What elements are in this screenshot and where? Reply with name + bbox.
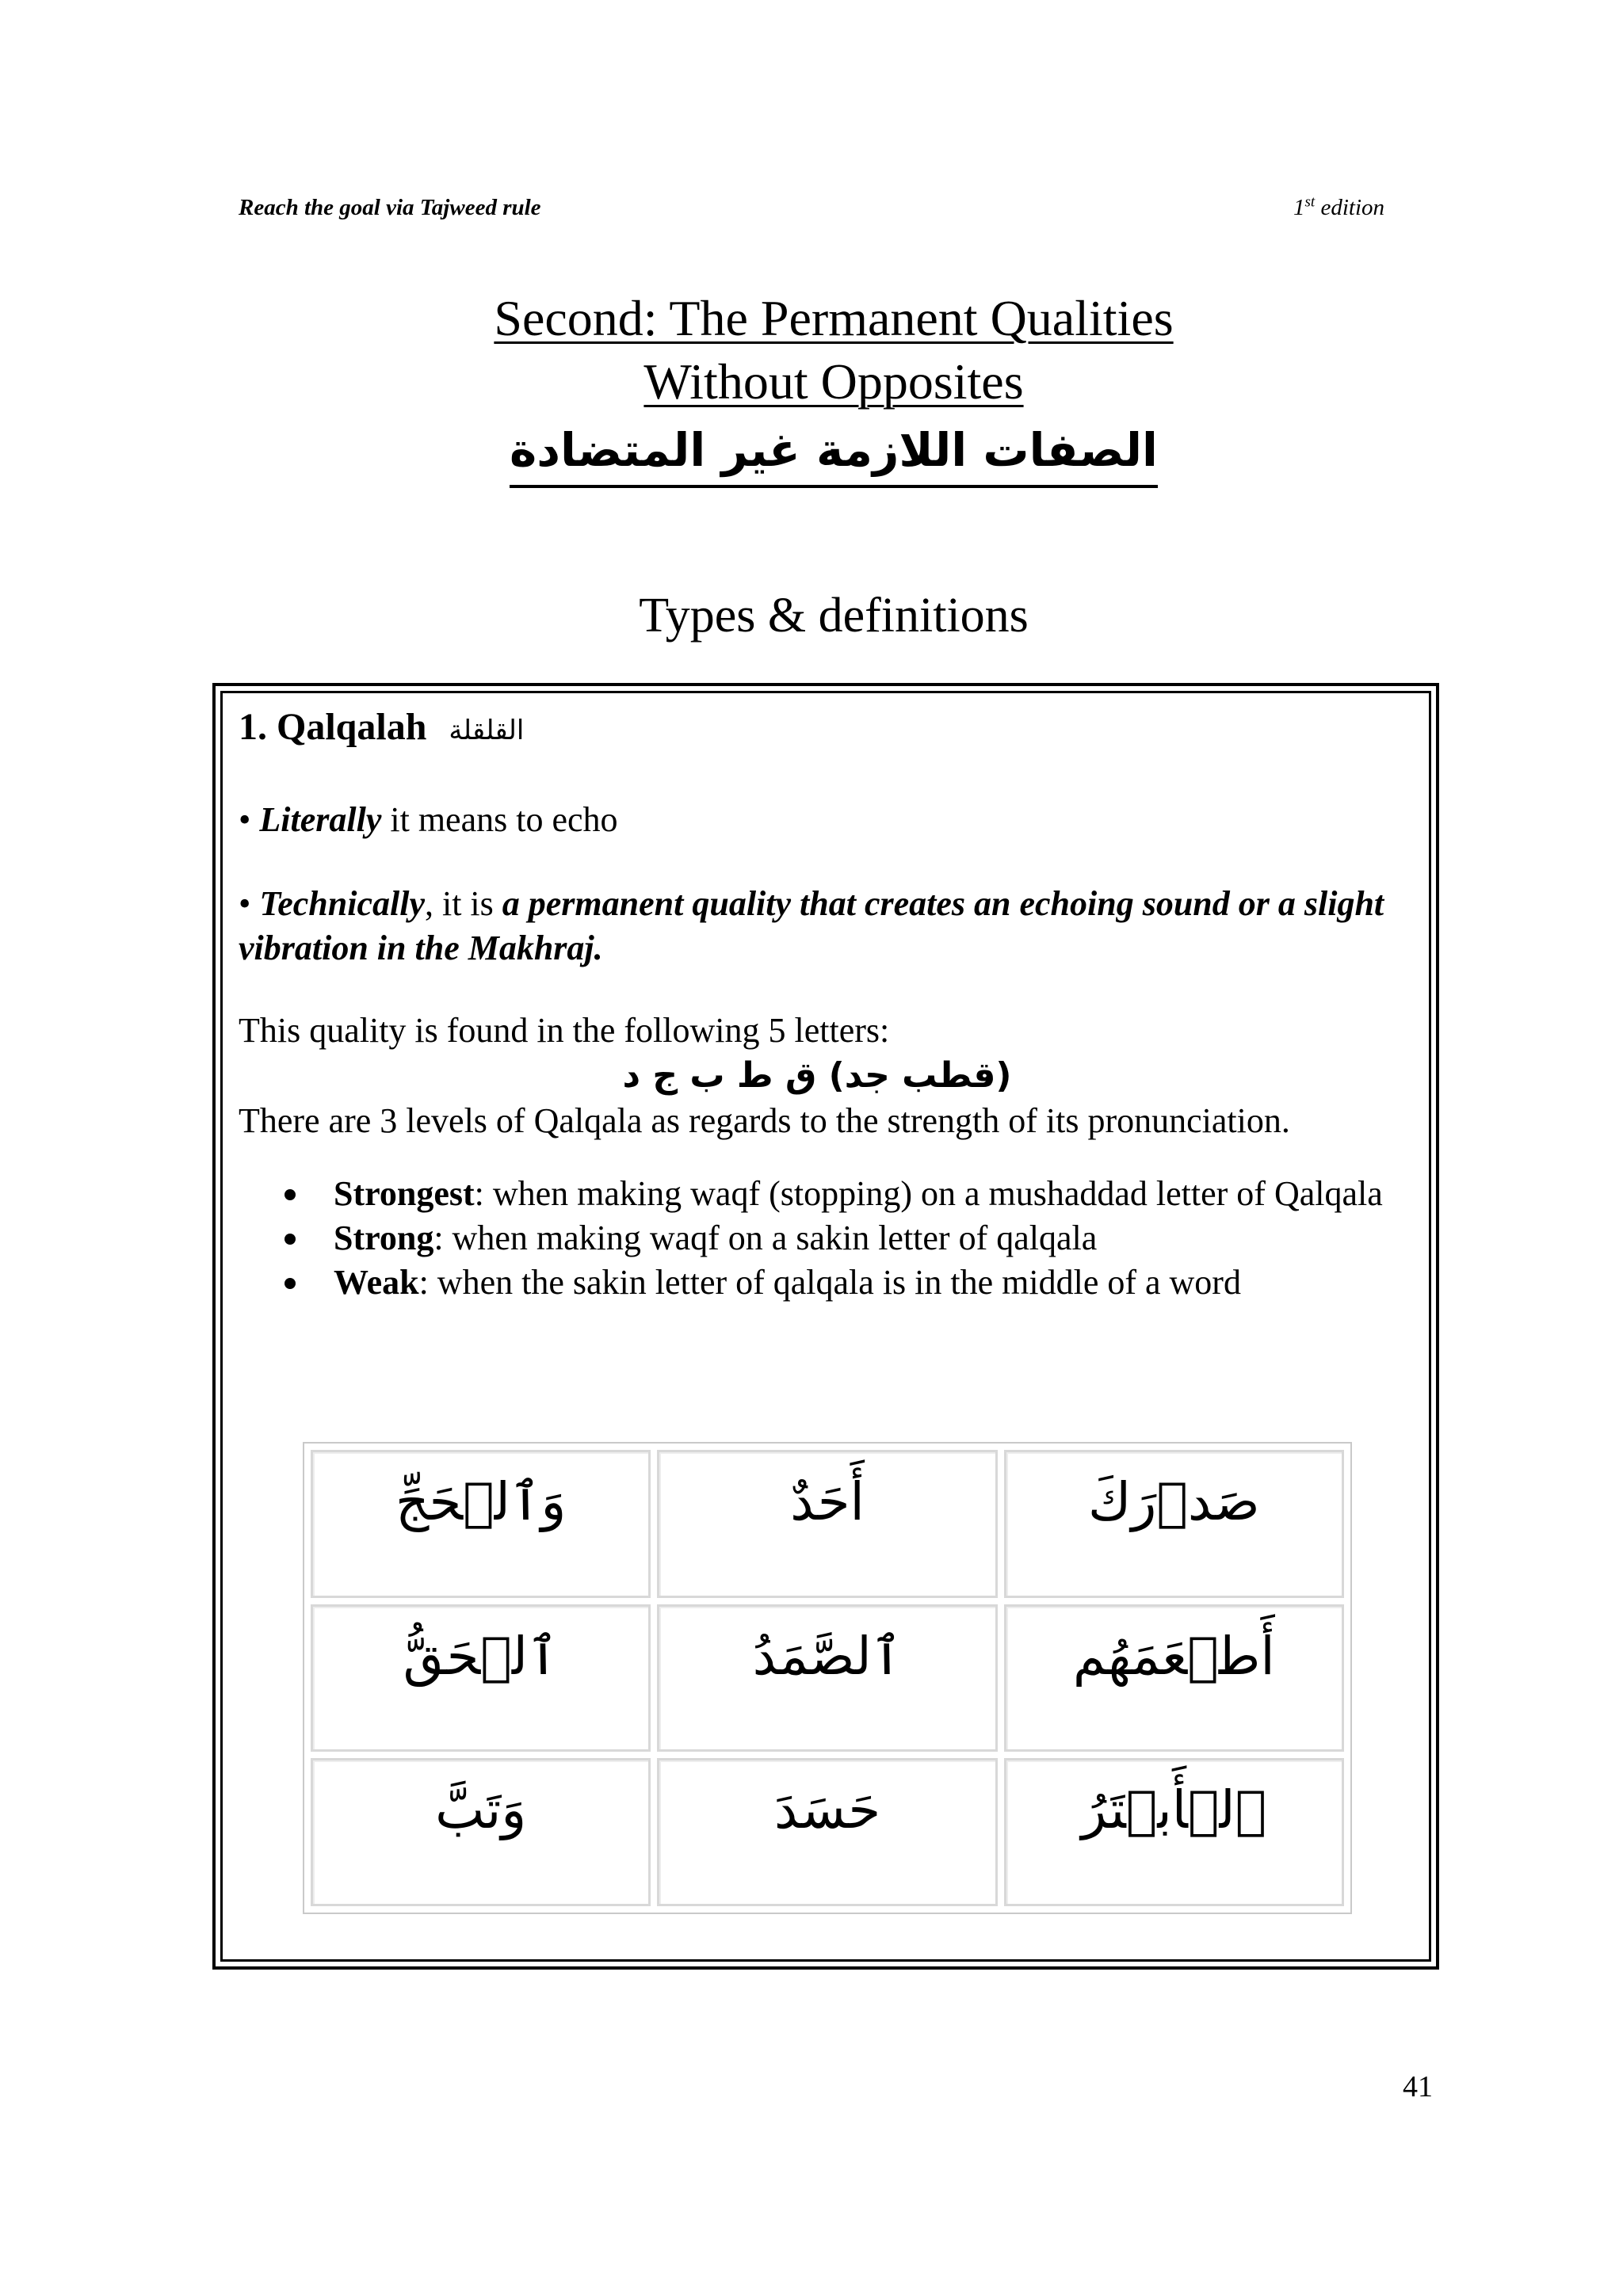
technical-term: Technically <box>259 884 425 923</box>
level-text: : when the sakin letter of qalqala is in the middle of a word <box>418 1263 1241 1302</box>
literal-term: Literally <box>259 800 382 839</box>
literal-text: it means to echo <box>381 800 618 839</box>
edition-word: edition <box>1320 195 1384 220</box>
example-cell: أَطۡعَمَهُم <box>1004 1604 1344 1753</box>
examples-table <box>303 1442 1352 1914</box>
level-text: : when making waqf on a sakin letter of qalqala <box>433 1219 1098 1257</box>
level-item-weak <box>334 1261 1396 1305</box>
level-text: : when making waqf (stopping) on a mushaddad letter of Qalqala <box>474 1174 1383 1213</box>
page-title-line-2: Without Opposites <box>643 353 1024 410</box>
example-cell: وَتَبَّ <box>311 1758 651 1906</box>
qalqalah-section <box>239 705 1396 1305</box>
bullet-dot-icon <box>285 1234 296 1245</box>
level-item-strongest <box>334 1172 1396 1216</box>
levels-list <box>239 1172 1396 1305</box>
technical-definition <box>239 882 1396 971</box>
running-header-edition <box>1293 195 1384 221</box>
section-heading <box>239 705 1396 749</box>
edition-number: 1 <box>1293 195 1305 220</box>
qalqalah-letters-arabic: (قطب جد) ق ط ب ج د <box>622 1055 1012 1096</box>
letters-intro: This quality is found in the following 5 letters: <box>239 1011 890 1050</box>
level-term: Weak <box>334 1263 419 1302</box>
level-term: Strong <box>334 1219 434 1257</box>
literal-definition <box>239 798 1396 842</box>
technical-text: a permanent quality that creates an echoing sound or a slight vibration in the Makhraj. <box>239 884 1384 967</box>
bullet-dot-icon <box>285 1278 296 1289</box>
bullet-glyph: • <box>239 884 251 923</box>
example-cell: صَدۡرَكَ <box>1004 1450 1344 1598</box>
running-header-title: Reach the goal via Tajweed rule <box>239 195 541 220</box>
page-title-arabic: الصفات اللازمة غير المتضادة <box>510 423 1158 488</box>
page-title <box>0 287 1623 488</box>
section-heading-arabic: القلقلة <box>449 715 525 746</box>
page-number: 41 <box>1403 2070 1433 2103</box>
section-heading-text: 1. Qalqalah <box>239 706 427 748</box>
bullet-glyph: • <box>239 800 251 839</box>
edition-superscript: st <box>1304 193 1316 211</box>
example-cell: حَسَدَ <box>657 1758 997 1906</box>
levels-intro: There are 3 levels of Qalqala as regards to the strength of its pronunciation. <box>239 1101 1290 1140</box>
example-cell: ٱلۡأَبۡتَرُ <box>1004 1758 1344 1906</box>
section-subtitle: Types & definitions <box>639 589 1029 643</box>
bullet-dot-icon <box>285 1189 296 1200</box>
example-cell: أَحَدٌ <box>657 1450 997 1598</box>
page-title-line-1: Second: The Permanent Qualities <box>494 290 1174 346</box>
example-cell: وَٱلۡحَجِّ <box>311 1450 651 1598</box>
technical-mid: , it is <box>424 884 502 923</box>
example-cell: ٱلۡحَقُّ <box>311 1604 651 1753</box>
level-term: Strongest <box>334 1174 475 1213</box>
level-item-strong <box>334 1216 1396 1261</box>
example-cell: ٱلصَّمَدُ <box>657 1604 997 1753</box>
